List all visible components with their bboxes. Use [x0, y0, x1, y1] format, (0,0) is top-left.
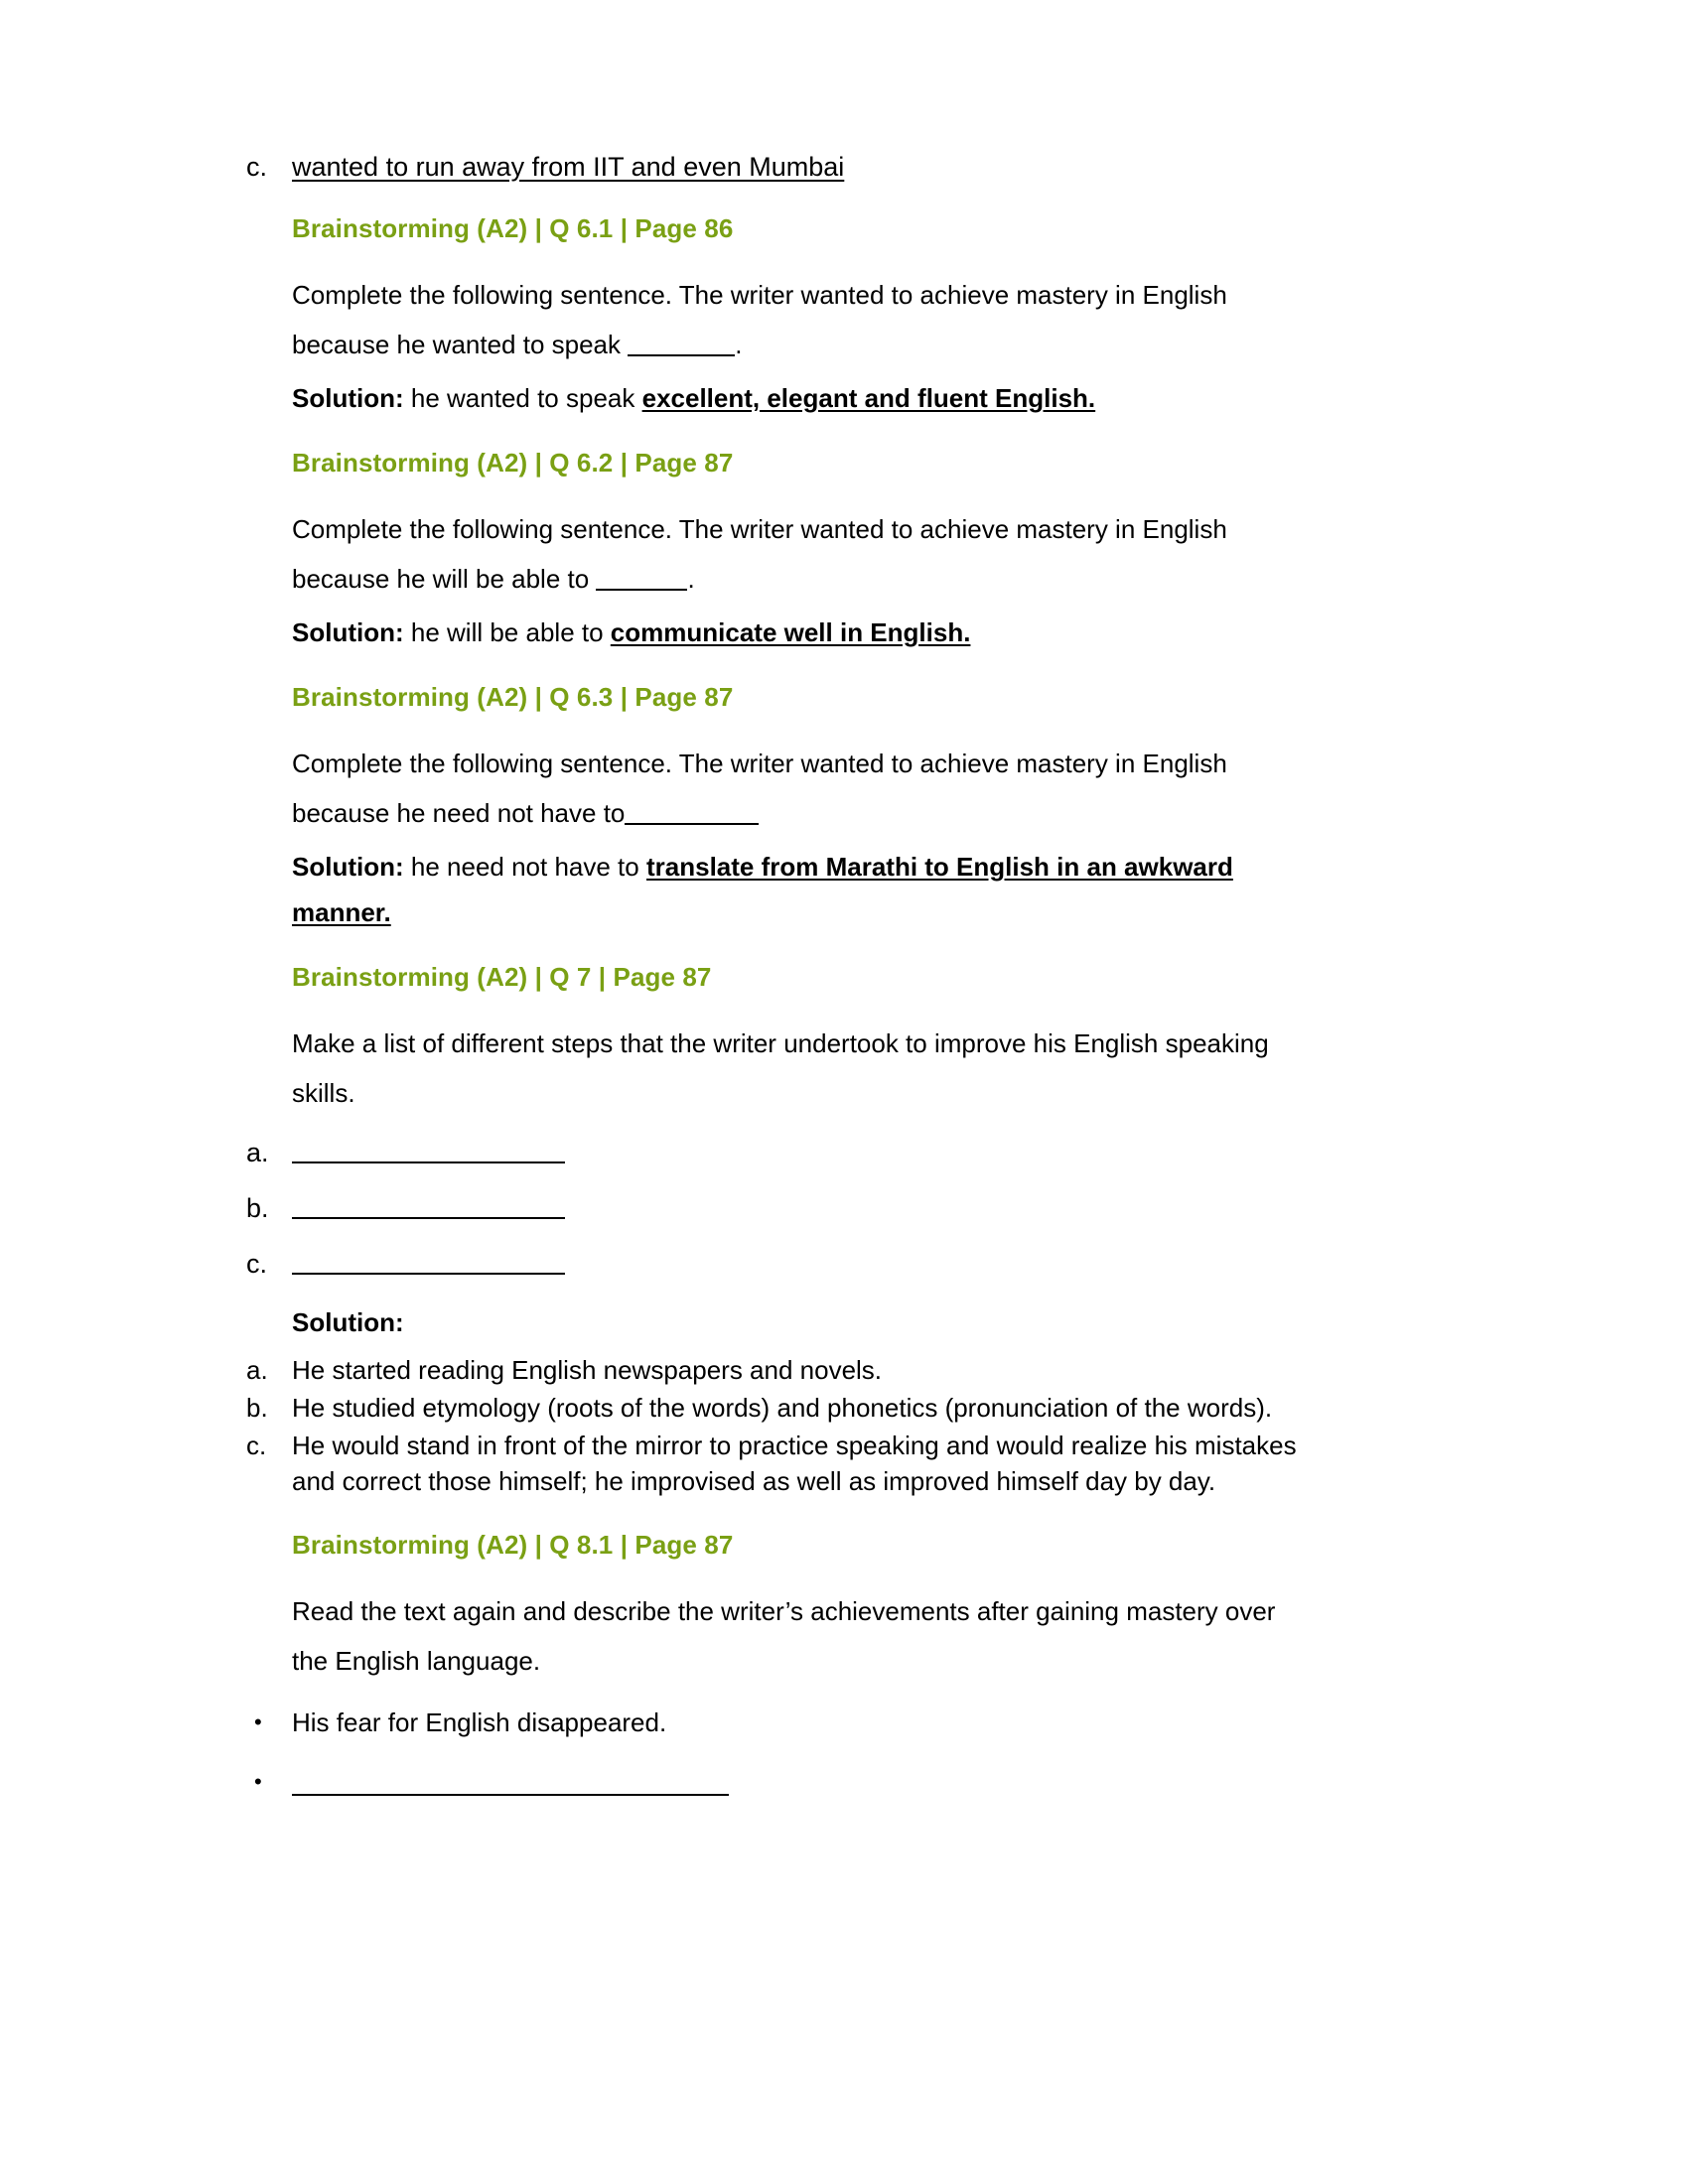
question-line-2: the English language. — [292, 1646, 541, 1676]
question-line-1: Read the text again and describe the writer’s achievements after gaining mastery over — [292, 1596, 1276, 1626]
solution-label: Solution: — [292, 852, 404, 882]
list-item — [246, 1136, 1489, 1169]
list-item — [246, 1352, 1489, 1388]
page-content — [199, 147, 1489, 1805]
question-text-6-3 — [292, 739, 1295, 838]
list-item — [246, 1428, 1489, 1499]
solution-lead: he will be able to — [410, 617, 604, 647]
list-marker: b. — [246, 1393, 268, 1423]
list-marker: a. — [246, 1355, 268, 1385]
solution-text-6-2 — [292, 610, 1315, 655]
question-line-2-prefix: because he need not have to — [292, 798, 626, 828]
question-text-7: Make a list of different steps that the writer undertook to improve his English speaking skills. — [292, 1028, 1269, 1108]
question-text-8-1 — [292, 1586, 1295, 1686]
bullet-item — [246, 1700, 1489, 1745]
question-line-1: Complete the following sentence. The writer wanted to achieve mastery in English — [292, 514, 1227, 544]
question-heading-8-1: Brainstorming (A2) | Q 8.1 | Page 87 — [292, 1530, 734, 1560]
bullet-dot-icon: • — [254, 1709, 262, 1734]
answer-blank-line[interactable] — [292, 1772, 729, 1796]
bullet-item-blank-body — [292, 1759, 1489, 1805]
list-item — [246, 1390, 1489, 1426]
solution-label: Solution: — [292, 617, 404, 647]
question-text-6-2 — [292, 504, 1295, 604]
list-marker: a. — [246, 1138, 269, 1167]
answer-blank-line[interactable] — [292, 1142, 565, 1163]
solution-label-7: Solution: — [292, 1307, 404, 1337]
answer-blank-line[interactable] — [292, 1253, 565, 1275]
solution-answer: translate from Marathi to English in an awkward manner. — [292, 852, 1233, 927]
question-line-2-suffix: . — [735, 330, 743, 359]
question-line-2-suffix: . — [687, 564, 695, 594]
question-line-2-prefix: because he will be able to — [292, 564, 590, 594]
list-item — [246, 1247, 1489, 1281]
question-line-2-prefix: because he wanted to speak — [292, 330, 622, 359]
bullet-item-text: His fear for English disappeared. — [292, 1707, 667, 1737]
question-heading-6-2: Brainstorming (A2) | Q 6.2 | Page 87 — [292, 448, 734, 478]
list-marker: c. — [246, 1431, 267, 1460]
question-heading-6-3: Brainstorming (A2) | Q 6.3 | Page 87 — [292, 682, 734, 712]
solution-answer-list — [246, 1352, 1489, 1499]
solution-lead: he need not have to — [410, 852, 639, 882]
solution-answer: communicate well in English. — [610, 617, 971, 647]
list-marker: c. — [246, 1249, 268, 1279]
question-heading-6-1: Brainstorming (A2) | Q 6.1 | Page 86 — [292, 213, 734, 243]
intro-list-item — [246, 147, 1489, 187]
bullet-dot-icon: • — [254, 1769, 262, 1794]
list-item — [246, 1191, 1489, 1225]
intro-item-text — [292, 147, 1489, 187]
list-item-text: He studied etymology (roots of the words) and phonetics (pronunciation of the words). — [292, 1393, 1273, 1423]
fill-in-blank — [625, 823, 759, 825]
fill-in-blank — [596, 589, 687, 591]
solution-text-6-1 — [292, 375, 1315, 421]
question-heading-7: Brainstorming (A2) | Q 7 | Page 87 — [292, 962, 712, 992]
list-item-text: He started reading English newspapers and novels. — [292, 1355, 883, 1385]
intro-item-underlined-text: wanted to run away from IIT and even Mumbai — [292, 152, 845, 182]
list-item-text: He would stand in front of the mirror to practice speaking and would realize his mistakes and correct those himself; he improvised as well as improved himself day by day. — [292, 1431, 1297, 1496]
answer-blank-list — [246, 1136, 1489, 1281]
list-marker: b. — [246, 1193, 269, 1223]
question-line-1: Complete the following sentence. The writer wanted to achieve mastery in English — [292, 749, 1227, 778]
question-text-6-1 — [292, 270, 1295, 369]
question-line-1: Complete the following sentence. The writer wanted to achieve mastery in English — [292, 280, 1227, 310]
list-marker: c. — [246, 152, 268, 182]
solution-answer: excellent, elegant and fluent English. — [641, 383, 1096, 413]
fill-in-blank — [628, 354, 735, 356]
solution-text-6-3 — [292, 844, 1315, 935]
solution-lead: he wanted to speak — [410, 383, 635, 413]
answer-blank-line[interactable] — [292, 1197, 565, 1219]
bullet-item-blank — [246, 1759, 1489, 1805]
solution-label: Solution: — [292, 383, 404, 413]
